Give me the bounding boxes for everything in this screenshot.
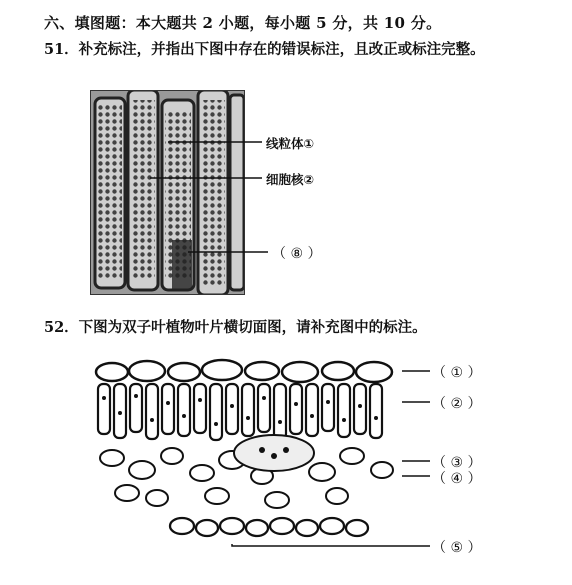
leaf-cross-section-image bbox=[92, 358, 402, 544]
label-1: （ ① ） bbox=[432, 365, 482, 381]
label-2: （ ② ） bbox=[432, 396, 482, 412]
label-blank-3: （ ⑧ ） bbox=[272, 246, 322, 262]
leaf-cross-section bbox=[92, 358, 402, 544]
label-mitochondria: 线粒体① bbox=[266, 136, 315, 151]
question-51-text: 51．补充标注，并指出下图中存在的错误标注，且改正或标注完整。 bbox=[44, 41, 485, 58]
question-52-text: 52．下图为双子叶植物叶片横切面图，请补充图中的标注。 bbox=[44, 319, 427, 336]
label-nucleus: 细胞核② bbox=[266, 172, 315, 187]
label-3: （ ③ ） bbox=[432, 455, 482, 471]
label-4: （ ④ ） bbox=[432, 471, 482, 487]
label-5: （ ⑤ ） bbox=[432, 540, 482, 556]
section-title: 六、填图题：本大题共 2 小题，每小题 5 分，共 10 分。 bbox=[44, 14, 442, 32]
